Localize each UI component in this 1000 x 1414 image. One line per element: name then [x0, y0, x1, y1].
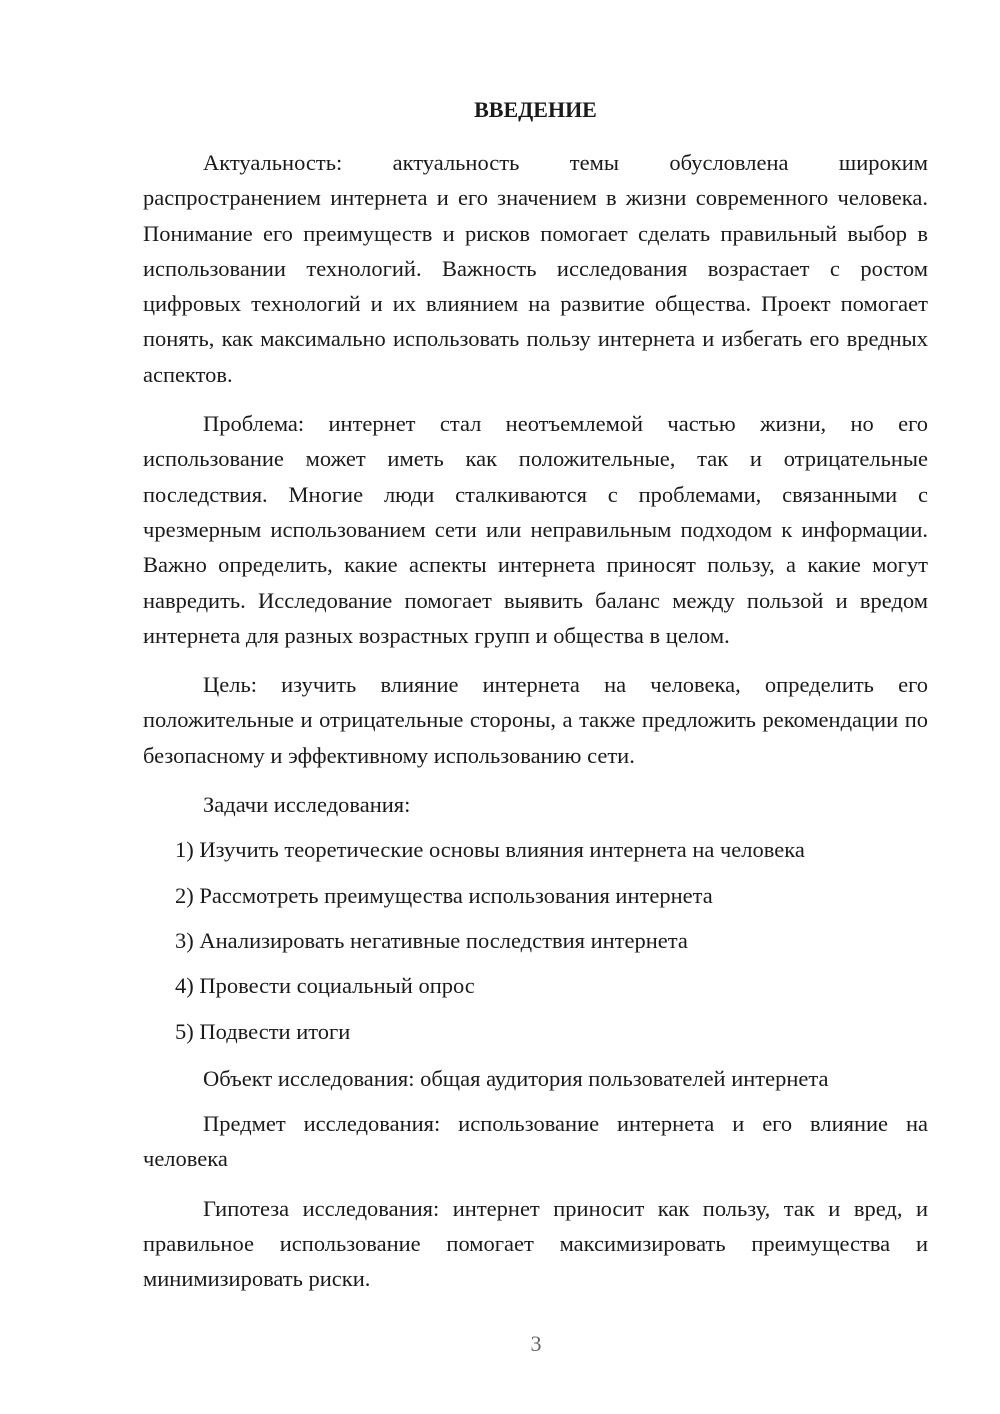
- task-item: 5) Подвести итоги: [175, 1018, 351, 1044]
- goal-paragraph: Цель: изучить влияние интернета на человека, определить его положительные и отрицательные стороны, а также предложить рекомендации по безопасному и эффективному использованию сети.: [143, 672, 928, 768]
- task-item: 4) Провести социальный опрос: [175, 973, 475, 999]
- task-item: 1) Изучить теоретические основы влияния интернета на человека: [175, 837, 805, 863]
- task-item: 2) Рассмотреть преимущества использования интернета: [175, 882, 713, 908]
- relevance-paragraph: Актуальность: актуальность темы обусловлена широким распространением интернета и его значением в жизни современного человека. Понимание его преимуществ и рисков помогает сделать правильный выбор в использовании технологий. Важность исследования возрастает с ростом цифровых технологий и их влиянием на развитие общества. Проект помогает понять, как максимально использовать пользу интернета и избегать его вредных аспектов.: [143, 150, 928, 387]
- problem-paragraph: Проблема: интернет стал неотъемлемой частью жизни, но его использование может иметь как положительные, так и отрицательные последствия. Многие люди сталкиваются с проблемами, связанными с чрезмерным использованием сети или неправильным подходом к информации. Важно определить, какие аспекты интернета приносят пользу, а какие могут навредить. Исследование помогает выявить баланс между пользой и вредом интернета для разных возрастных групп и общества в целом.: [143, 411, 928, 648]
- task-item: 3) Анализировать негативные последствия интернета: [175, 927, 688, 953]
- page-number: 3: [530, 1331, 542, 1356]
- subject-paragraph: Предмет исследования: использование интернета и его влияние на человека: [143, 1111, 928, 1172]
- document-page: [143, 95, 928, 1311]
- tasks-list: [143, 832, 928, 1048]
- object-paragraph: Объект исследования: общая аудитория пользователей интернета: [203, 1065, 829, 1091]
- hypothesis-paragraph: Гипотеза исследования: интернет приносит как пользу, так и вред, и правильное использование помогает максимизировать преимущества и минимизировать риски.: [143, 1195, 928, 1292]
- tasks-heading: Задачи исследования:: [203, 792, 411, 818]
- page-title: ВВЕДЕНИЕ: [474, 97, 597, 122]
